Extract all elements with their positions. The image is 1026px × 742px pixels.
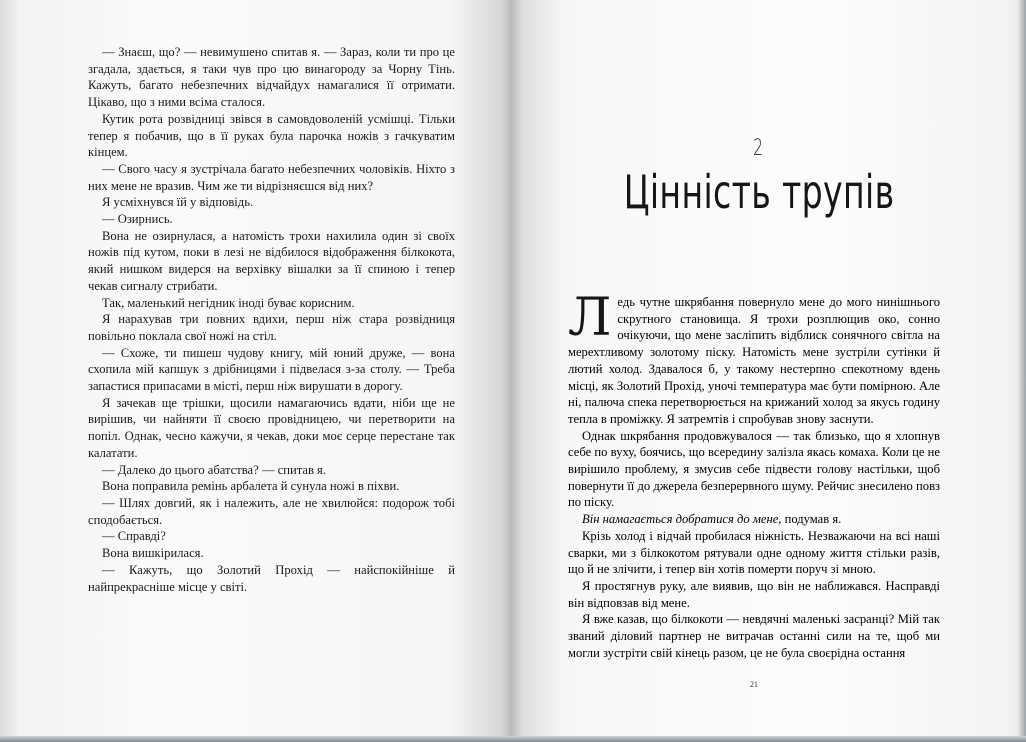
chapter-title: Цінність трупів — [623, 165, 895, 219]
paragraph: Вона вишкірилася. — [102, 546, 204, 561]
italic-thought: Він намагається добратися до мене, — [582, 512, 782, 527]
paragraph: Я простягнув руку, але виявив, що він не наближався. Насправді він відповзав від мене. — [568, 578, 940, 610]
paragraph: — Шлях довгий, як і належить, але не хвилюйся: подорож тобі сподобається. — [88, 495, 455, 527]
paragraph: — Свого часу я зустрічала багато небезпечних чоловіків. Ніхто з них мене не вразив. Чим же ти відрізняєшся від них? — [88, 161, 455, 193]
italic-thought-paragraph — [568, 511, 940, 528]
right-page-text — [568, 288, 940, 661]
paragraph: Вона поправила ремінь арбалета й сунула ножі в піхви. — [102, 479, 400, 494]
italic-thought-tail: подумав я. — [781, 512, 842, 527]
paragraph: Я зачекав ще трішки, щосили намагаючись вдати, ніби ще не вирішив, чи найняти її своєю провідницею, чи перетворити на попіл. Однак, чесно кажучи, я чекав, доки моє серце перестане так калатати. — [88, 395, 455, 460]
paragraph: Я вже казав, що білкокоти — невдячні маленькі засранці? Мій так званий діловий партнер не витрачав останні сили на те, щоб ми могли зустріти свій кінець разом, це не була своєрідна остання — [568, 612, 940, 660]
page-edge-right — [1018, 0, 1026, 742]
drop-cap: Л — [568, 288, 612, 348]
paragraph: — Далеко до цього абатства? — спитав я. — [102, 462, 326, 477]
opening-paragraph-text: едь чутне шкрябання повернуло мене до мого нинішнього скрутного становища. Я трохи розплющив око, сонно очікуючи, що мене засліпить відблиск сонячного світла на мерехтливому золотому піску. Натомість мене зустріли сутінки й лютий холод. Здавалося б, у такому нестерпно спекотному вдень місці, як Золотий Прохід, уночі температура має бути помірною. Але ні, палюча спека перетворюється на крижаний холод за якусь годину тепла в проміжку. Я затремтів і спробував знову заснути. — [568, 295, 940, 426]
opening-paragraph — [568, 288, 940, 428]
paragraph: Я усміхнувся їй у відповідь. — [102, 195, 254, 210]
left-page-text — [88, 44, 455, 595]
chapter-number: 2 — [753, 136, 763, 161]
paragraph: — Кажуть, що Золотий Прохід — найспокійніше й найпрекрасніше місце у світі. — [88, 562, 455, 594]
paragraph: Я нарахував три повних вдихи, перш ніж стара розвідниця повільно поклала свої ножі на стіл. — [88, 312, 455, 343]
page-edge-bottom — [0, 736, 1026, 742]
paragraph: — Знаєш, що? — невимушено спитав я. — Зараз, коли ти про це згадала, здається, я таки чув про цю винагороду за Чорну Тінь. Кажуть, багато небезпечних відчайдух намагалися її отримати. Цікаво, що з ними всіма сталося. — [88, 45, 455, 110]
paragraph: — Озирнись. — [102, 212, 173, 227]
left-page — [0, 0, 512, 742]
paragraph: Однак шкрябання продовжувалося — так близько, що я хлопнув себе по вуху, боячись, що всередину залізла якась комаха. Коли це не вирішило проблему, я змусив себе підвести голову настільки, щоб повернути її до джерела безперервного шуму. Рейчис знесилено повз по піску. — [568, 428, 940, 510]
paragraph: Так, маленький негідник іноді буває корисним. — [102, 295, 355, 310]
paragraph: Кутик рота розвідниці звівся в самовдоволеній усмішці. Тільки тепер я побачив, що в її руках була парочка ножів з гачкуватим кінцем. — [88, 111, 455, 160]
paragraph: Крізь холод і відчай пробилася ніжність. Незважаючи на всі наші сварки, ми з білкокотом рятували одне одному життя стільки разів, що й не злічити, і тепер він хотів померти поруч зі мною. — [568, 528, 940, 577]
paragraph: — Схоже, ти пишеш чудову книгу, мій юний друже, — вона схопила мій капшук з дрібницями і підвелася з-за столу. — Треба запастися припасами в місті, перш ніж вирушати в дорогу. — [88, 345, 455, 394]
paragraph: — Справді? — [102, 529, 166, 544]
paragraph: Вона не озирнулася, а натомість трохи нахилила один зі своїх ножів під кутом, поки в лезі не відбилося відображення білкокота, який нишком видерся на верхівку вішалки за її спиною і тепер чекав сигналу стрибати. — [88, 228, 455, 293]
page-number: 21 — [750, 680, 758, 689]
